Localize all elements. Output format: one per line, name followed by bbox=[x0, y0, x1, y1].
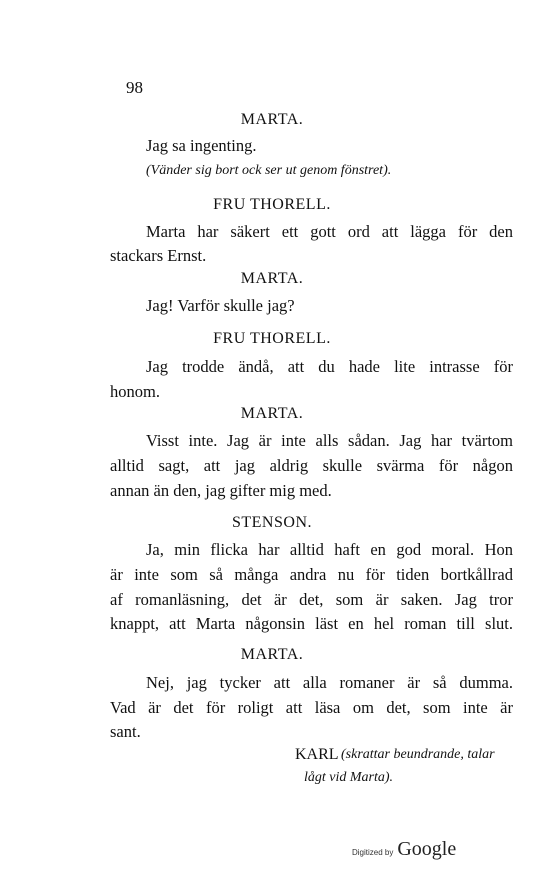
dialogue-line: honom. bbox=[110, 382, 160, 401]
dialogue-line: Ja, min flicka har alltid haft en god moral. Hon bbox=[146, 540, 513, 559]
speaker-marta: MARTA. bbox=[240, 111, 304, 128]
dialogue-line: Marta har säkert ett gott ord att lägga för den bbox=[146, 222, 513, 241]
google-watermark bbox=[352, 838, 456, 861]
stage-direction: (Vänder sig bort ock ser ut genom fönstret). bbox=[146, 163, 392, 178]
stage-direction: (skrattar beundrande, talar bbox=[341, 747, 495, 762]
dialogue-line: sant. bbox=[110, 722, 141, 741]
speaker-marta: MARTA. bbox=[240, 270, 304, 287]
speaker-fru-thorell: FRU THORELL. bbox=[213, 196, 331, 213]
dialogue-line: är inte som så många andra nu för tiden bortkållrad bbox=[110, 565, 513, 584]
dialogue-line: annan än den, jag gifter mig med. bbox=[110, 481, 332, 500]
speaker-fru-thorell: FRU THORELL. bbox=[213, 330, 331, 347]
dialogue-line: Nej, jag tycker att alla romaner är så dumma. bbox=[146, 673, 513, 692]
speaker-stenson: STENSON. bbox=[231, 514, 312, 531]
dialogue-line: alltid sagt, att jag aldrig skulle svärma för någon bbox=[110, 456, 513, 475]
dialogue-line: Jag sa ingenting. bbox=[146, 136, 257, 155]
speaker-marta: MARTA. bbox=[240, 646, 304, 663]
dialogue-line: af romanläsning, det är det, som är saken. Jag tror bbox=[110, 590, 513, 609]
dialogue-line: Jag trodde ändå, att du hade lite intrasse för bbox=[146, 357, 513, 376]
dialogue-line: stackars Ernst. bbox=[110, 246, 207, 265]
dialogue-line: Jag! Varför skulle jag? bbox=[146, 296, 295, 315]
dialogue-line: knappt, att Marta någonsin läst en hel roman till slut. bbox=[110, 614, 513, 633]
watermark-prefix: Digitized by bbox=[352, 848, 394, 857]
dialogue-line: Visst inte. Jag är inte alls sådan. Jag har tvärtom bbox=[146, 431, 513, 450]
stage-direction: lågt vid Marta). bbox=[304, 770, 394, 785]
page-number: 98 bbox=[126, 78, 143, 97]
speaker-marta: MARTA. bbox=[240, 405, 304, 422]
dialogue-line: Vad är det för roligt att läsa om det, som inte är bbox=[110, 698, 513, 717]
speaker-karl: KARL bbox=[295, 746, 339, 763]
watermark-brand: Google bbox=[397, 838, 457, 860]
